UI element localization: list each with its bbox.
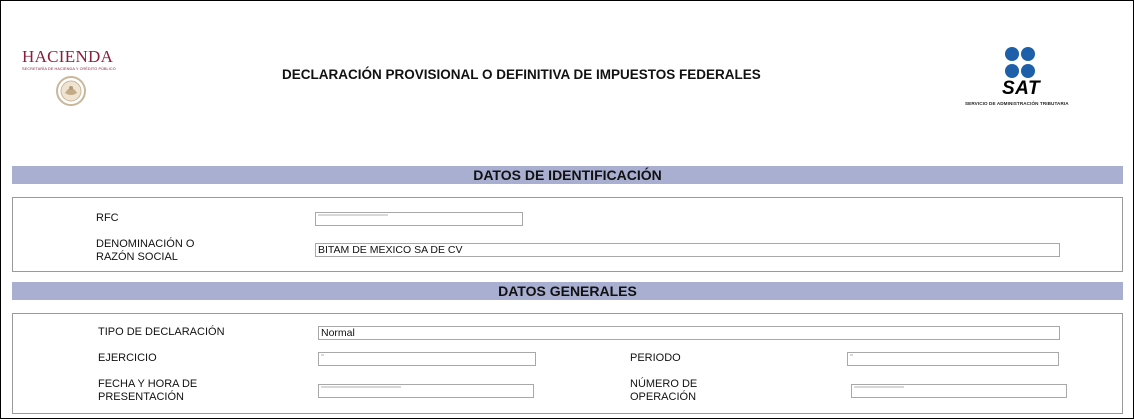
hacienda-logo-title: HACIENDA xyxy=(22,47,114,66)
numero-operacion-field xyxy=(851,384,1067,398)
rfc-field xyxy=(315,212,523,226)
hacienda-logo-subtitle: SECRETARÍA DE HACIENDA Y CRÉDITO PÚBLICO xyxy=(22,67,116,71)
sat-logo-text: SAT xyxy=(1002,78,1041,99)
generales-box xyxy=(12,313,1123,414)
redaction-mark xyxy=(321,386,401,388)
rfc-label: RFC xyxy=(96,212,119,224)
ejercicio-label: EJERCICIO xyxy=(98,352,157,364)
razon-social-label-line2: RAZÓN SOCIAL xyxy=(96,251,178,263)
tipo-declaracion-label: TIPO DE DECLARACIÓN xyxy=(98,326,225,338)
section-generales-header: DATOS GENERALES xyxy=(12,282,1123,300)
sat-dots-icon xyxy=(1004,46,1036,80)
numero-operacion-label xyxy=(630,378,697,404)
fecha-presentacion-label-line2: PRESENTACIÓN xyxy=(98,391,184,403)
razon-social-label-line1: DENOMINACIÓN O xyxy=(96,238,195,250)
national-seal-icon xyxy=(55,75,87,107)
redaction-mark xyxy=(850,354,853,356)
hacienda-logo xyxy=(22,48,122,71)
razon-social-label xyxy=(96,238,194,264)
razon-social-field: BITAM DE MEXICO SA DE CV xyxy=(315,243,1060,257)
redaction-mark xyxy=(854,386,904,388)
periodo-field xyxy=(847,352,1059,366)
tipo-declaracion-field: Normal xyxy=(318,326,1060,340)
fecha-presentacion-label-line1: FECHA Y HORA DE xyxy=(98,378,198,390)
document-title: DECLARACIÓN PROVISIONAL O DEFINITIVA DE IMPUESTOS FEDERALES xyxy=(282,67,761,82)
fecha-presentacion-field xyxy=(318,384,534,398)
fecha-presentacion-label xyxy=(98,378,197,404)
redaction-mark xyxy=(318,214,388,216)
periodo-label: PERIODO xyxy=(630,352,681,364)
redaction-mark xyxy=(321,354,324,356)
identificacion-box xyxy=(12,197,1123,272)
numero-operacion-label-line2: OPERACIÓN xyxy=(630,391,697,403)
numero-operacion-label-line1: NÚMERO DE xyxy=(630,378,698,390)
ejercicio-field xyxy=(318,352,536,366)
sat-logo-subtitle: SERVICIO DE ADMINISTRACIÓN TRIBUTARIA xyxy=(965,101,1069,106)
section-identificacion-header: DATOS DE IDENTIFICACIÓN xyxy=(12,166,1123,184)
